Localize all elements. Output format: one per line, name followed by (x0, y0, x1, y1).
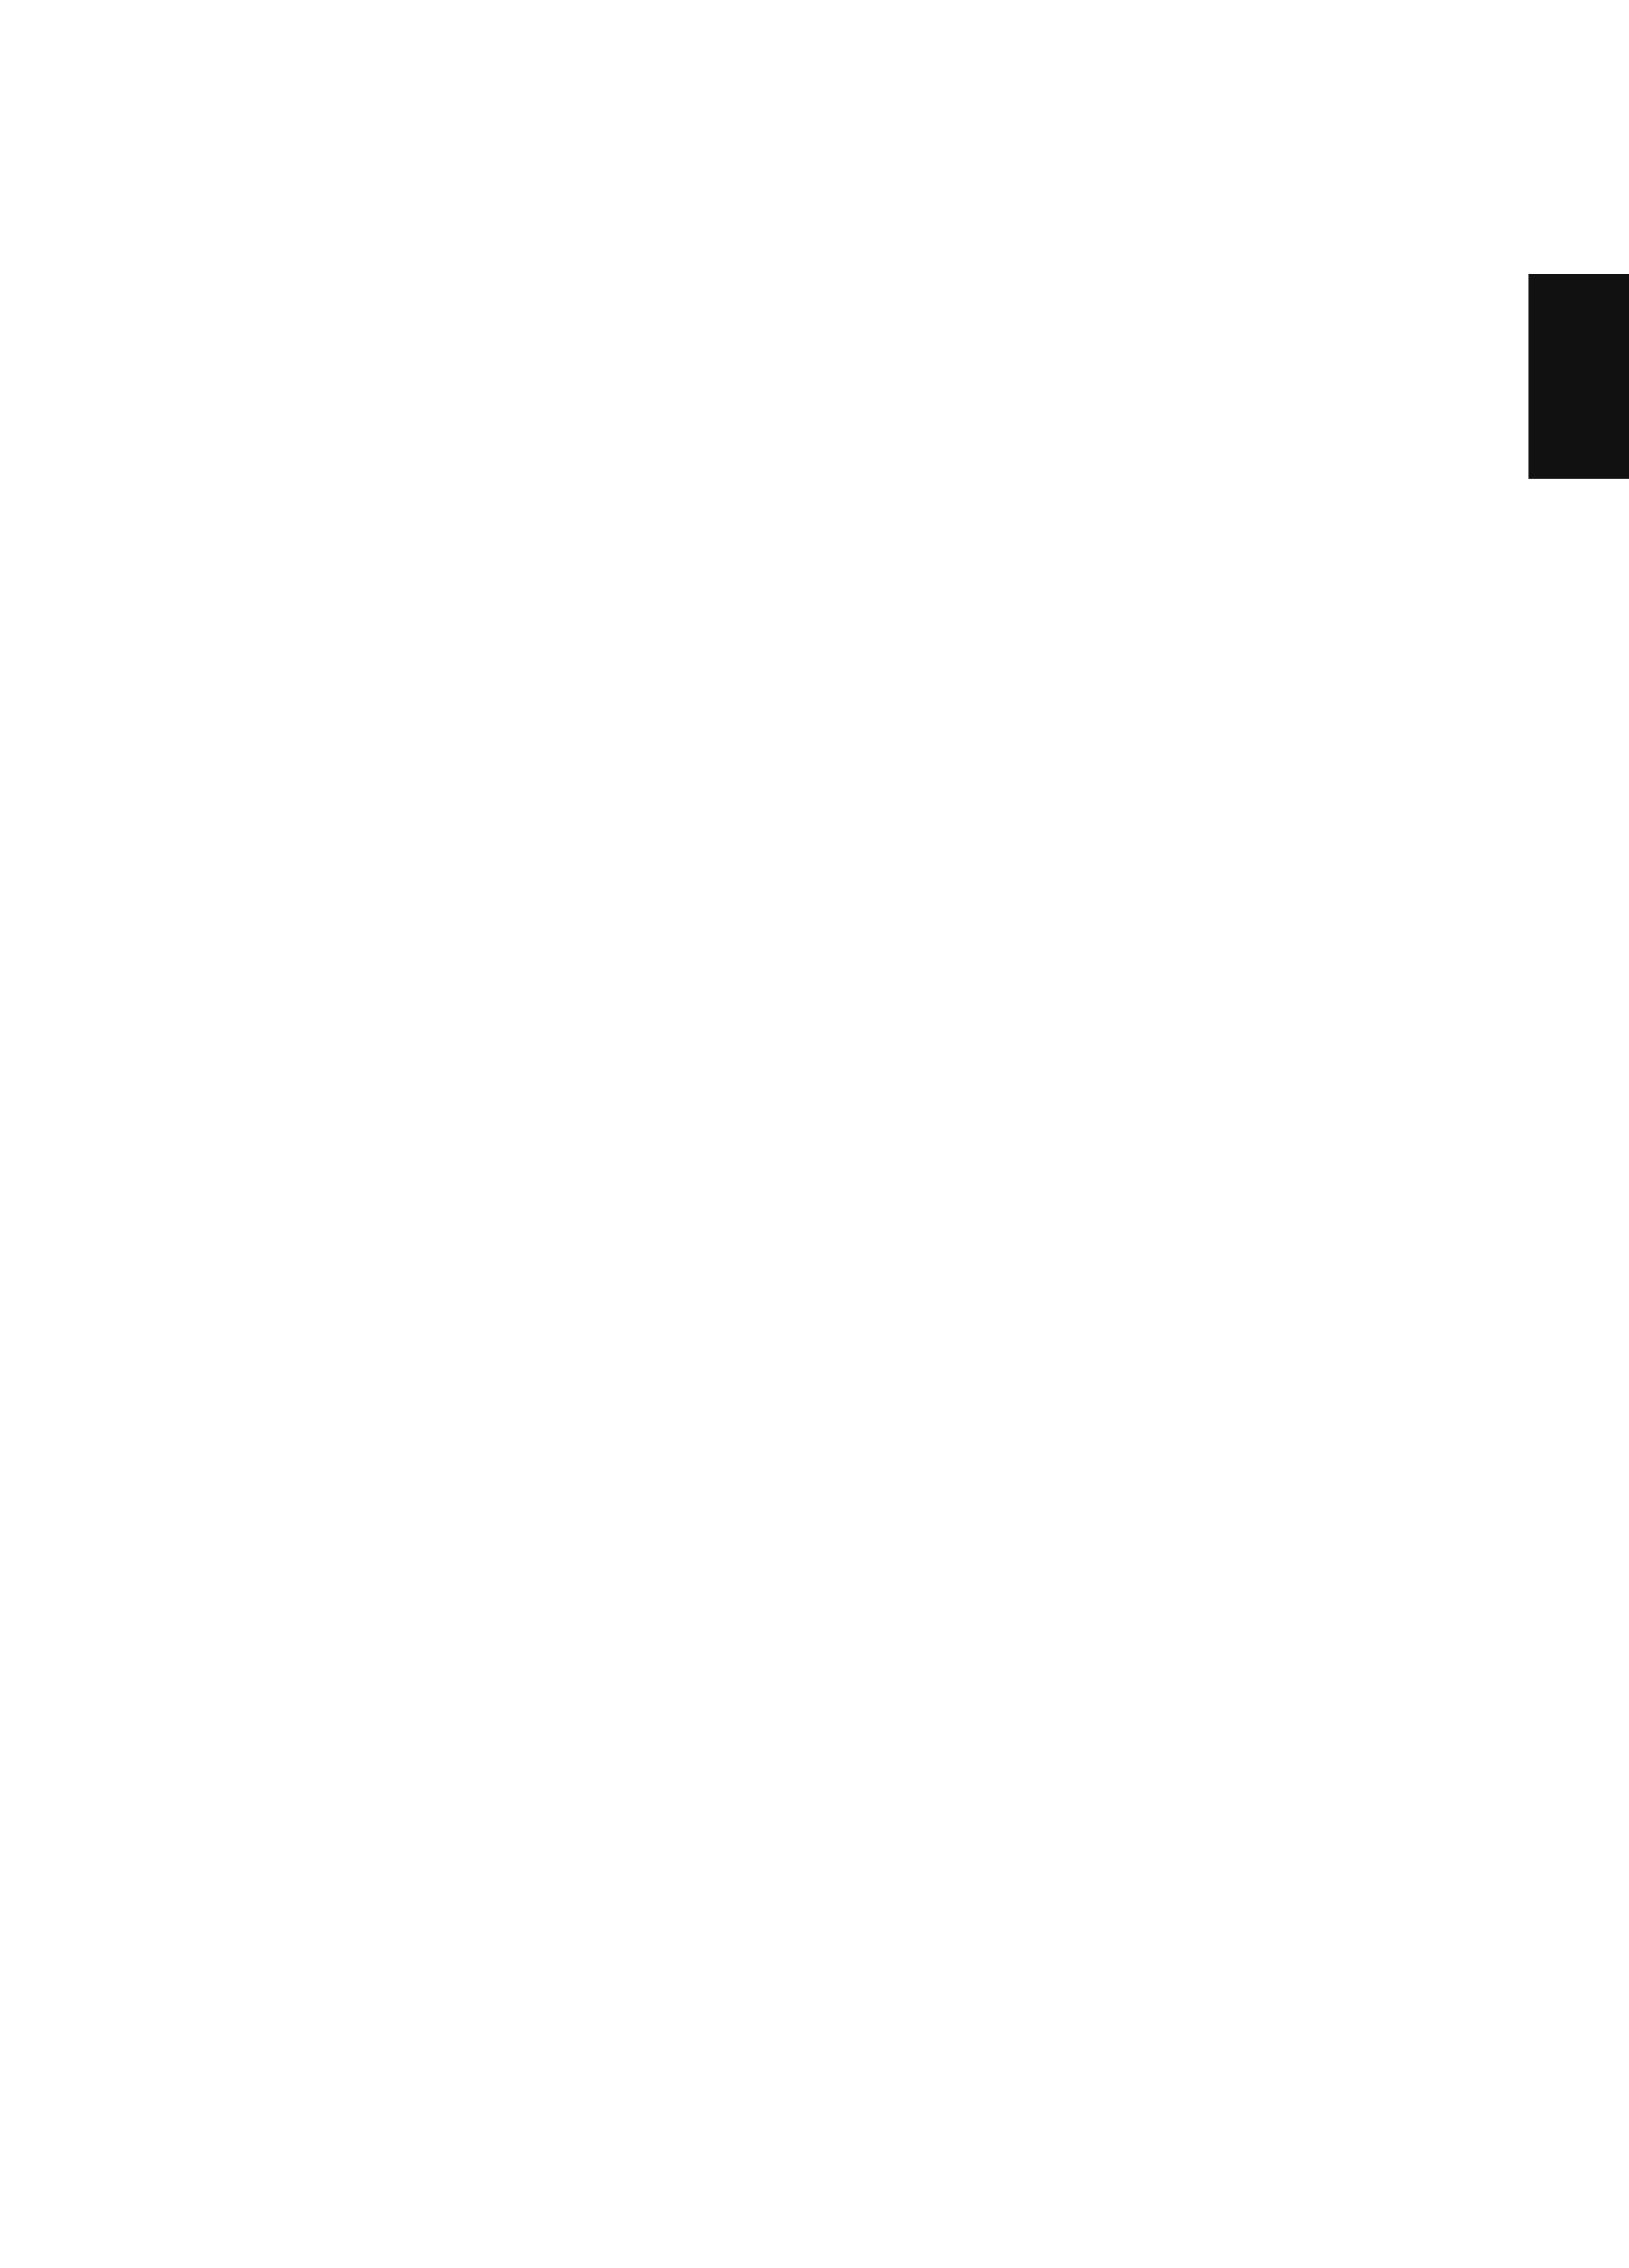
section-tab-marker (1528, 274, 1629, 479)
